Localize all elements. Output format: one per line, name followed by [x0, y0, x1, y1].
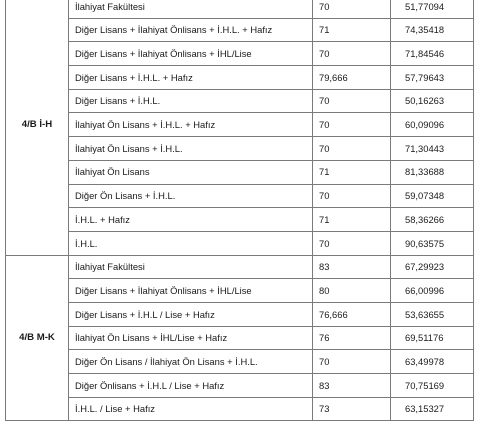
base-score-cell: 79,666: [313, 66, 391, 90]
base-score-cell: 83: [313, 374, 391, 398]
program-cell: Diğer Önlisans + İ.H.L / Lise + Hafız: [69, 374, 313, 398]
base-score-cell: 71: [313, 160, 391, 184]
base-score-cell: 70: [313, 350, 391, 374]
group-label: 4/B M-K: [6, 255, 69, 421]
program-cell: İlahiyat Ön Lisans + İ.H.L. + Hafız: [69, 113, 313, 137]
score-cell: 57,79643: [391, 66, 474, 90]
program-cell: İ.H.L.: [69, 231, 313, 255]
score-cell: 63,49978: [391, 350, 474, 374]
program-cell: İ.H.L. / Lise + Hafız: [69, 397, 313, 421]
table-body: [6, 0, 474, 421]
table-row: [6, 113, 474, 137]
score-cell: 63,15327: [391, 397, 474, 421]
table-row: [6, 397, 474, 421]
program-cell: Diğer Ön Lisans / İlahiyat Ön Lisans + İ.H.L.: [69, 350, 313, 374]
base-score-cell: 70: [313, 231, 391, 255]
table-row: [6, 137, 474, 161]
program-cell: İlahiyat Fakültesi: [69, 0, 313, 18]
program-cell: Diğer Lisans + İlahiyat Önlisans + İHL/Lise: [69, 42, 313, 66]
score-cell: 81,33688: [391, 160, 474, 184]
table-row: [6, 231, 474, 255]
program-cell: İlahiyat Ön Lisans + İHL/Lise + Hafız: [69, 326, 313, 350]
group-label: 4/B İ-H: [6, 0, 69, 255]
score-cell: 71,84546: [391, 42, 474, 66]
base-score-cell: 73: [313, 397, 391, 421]
table-row: [6, 89, 474, 113]
score-cell: 71,30443: [391, 137, 474, 161]
score-cell: 66,00996: [391, 279, 474, 303]
base-score-cell: 70: [313, 0, 391, 18]
base-score-cell: 71: [313, 208, 391, 232]
program-cell: İ.H.L. + Hafız: [69, 208, 313, 232]
score-cell: 50,16263: [391, 89, 474, 113]
score-cell: 59,07348: [391, 184, 474, 208]
table-row: [6, 18, 474, 42]
table-row: [6, 160, 474, 184]
table-row: [6, 42, 474, 66]
score-cell: 53,63655: [391, 302, 474, 326]
base-score-cell: 76: [313, 326, 391, 350]
base-score-cell: 70: [313, 137, 391, 161]
program-cell: İlahiyat Ön Lisans: [69, 160, 313, 184]
score-cell: 60,09096: [391, 113, 474, 137]
score-cell: 90,63575: [391, 231, 474, 255]
table-row: [6, 326, 474, 350]
program-cell: İlahiyat Fakültesi: [69, 255, 313, 279]
score-cell: 74,35418: [391, 18, 474, 42]
table-row: [6, 208, 474, 232]
program-cell: Diğer Lisans + İlahiyat Önlisans + İHL/Lise: [69, 279, 313, 303]
table-row: [6, 374, 474, 398]
table-row: [6, 0, 474, 18]
base-score-cell: 80: [313, 279, 391, 303]
program-cell: Diğer Lisans + İ.H.L.: [69, 89, 313, 113]
score-cell: 70,75169: [391, 374, 474, 398]
base-score-cell: 70: [313, 184, 391, 208]
score-cell: 58,36266: [391, 208, 474, 232]
table-row: [6, 279, 474, 303]
score-cell: 51,77094: [391, 0, 474, 18]
table-row: [6, 302, 474, 326]
quota-score-table: [5, 0, 474, 421]
program-cell: Diğer Lisans + İlahiyat Önlisans + İ.H.L. + Hafız: [69, 18, 313, 42]
base-score-cell: 83: [313, 255, 391, 279]
base-score-cell: 70: [313, 42, 391, 66]
table-row: [6, 255, 474, 279]
base-score-cell: 70: [313, 113, 391, 137]
program-cell: Diğer Ön Lisans + İ.H.L.: [69, 184, 313, 208]
table-row: [6, 184, 474, 208]
program-cell: Diğer Lisans + İ.H.L. + Hafız: [69, 66, 313, 90]
base-score-cell: 70: [313, 89, 391, 113]
table-row: [6, 66, 474, 90]
score-cell: 69,51176: [391, 326, 474, 350]
base-score-cell: 71: [313, 18, 391, 42]
program-cell: İlahiyat Ön Lisans + İ.H.L.: [69, 137, 313, 161]
base-score-cell: 76,666: [313, 302, 391, 326]
table-row: [6, 350, 474, 374]
score-cell: 67,29923: [391, 255, 474, 279]
program-cell: Diğer Lisans + İ.H.L / Lise + Hafız: [69, 302, 313, 326]
